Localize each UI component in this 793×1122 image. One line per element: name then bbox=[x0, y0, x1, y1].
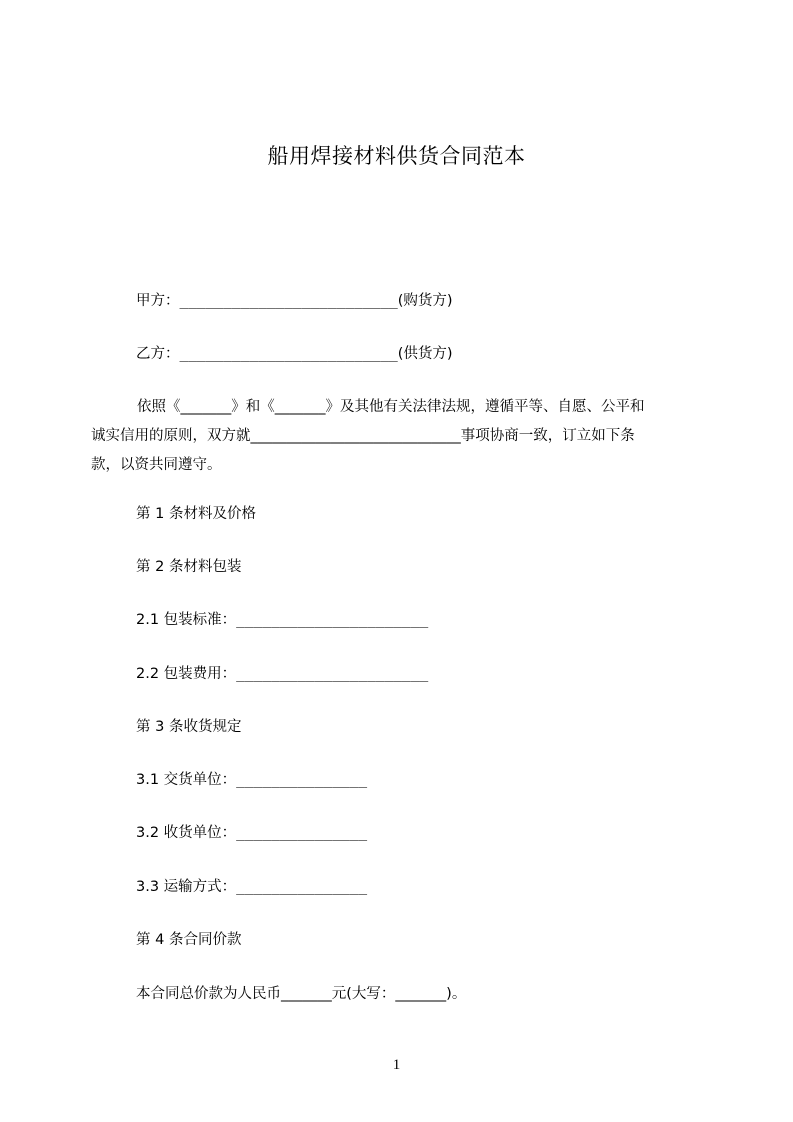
article-2-heading: 第 2 条材料包装 bbox=[136, 559, 242, 575]
item-3-2-line bbox=[136, 823, 367, 843]
intro-line-3: 款，以资共同遵守。 bbox=[91, 457, 222, 473]
item-3-3-label: 3.3 运输方式： bbox=[136, 879, 237, 895]
article-3-heading: 第 3 条收货规定 bbox=[136, 719, 242, 735]
item-2-1-label: 2.1 包装标准： bbox=[136, 612, 237, 628]
party-b-role: (供货方) bbox=[397, 346, 453, 362]
party-b-line bbox=[136, 344, 453, 364]
item-3-1-label: 3.1 交货单位： bbox=[136, 772, 237, 788]
item-3-1-line bbox=[136, 770, 367, 790]
item-2-2-label: 2.2 包装费用： bbox=[136, 666, 237, 682]
party-a-blank: _________________________ bbox=[179, 293, 398, 309]
intro-line-2: 诚实信用的原则，双方就_____________________________事项协商一致，订立如下条 bbox=[91, 428, 635, 444]
item-3-1-blank: _______________ bbox=[236, 772, 368, 788]
item-3-2-blank: _______________ bbox=[236, 825, 368, 841]
item-2-1-line bbox=[136, 610, 428, 630]
party-b-label: 乙方： bbox=[136, 346, 180, 362]
item-2-2-blank: ______________________ bbox=[236, 666, 429, 682]
item-2-2-line bbox=[136, 664, 428, 684]
item-3-3-line bbox=[136, 877, 367, 897]
party-a-line bbox=[136, 291, 453, 311]
page-number: 1 bbox=[392, 1057, 401, 1073]
party-b-blank: _________________________ bbox=[179, 346, 398, 362]
intro-paragraph bbox=[86, 393, 706, 480]
intro-line-1: 依照《_______》和《_______》及其他有关法律法规，遵循平等、自愿、公平和 bbox=[137, 399, 645, 415]
article-1-heading: 第 1 条材料及价格 bbox=[136, 506, 256, 522]
party-a-role: (购货方) bbox=[397, 293, 453, 309]
item-3-2-label: 3.2 收货单位： bbox=[136, 825, 237, 841]
price-line: 本合同总价款为人民币_______元(大写：_______)。 bbox=[136, 986, 467, 1002]
party-a-label: 甲方： bbox=[136, 293, 180, 309]
item-2-1-blank: ______________________ bbox=[236, 612, 429, 628]
document-title: 船用焊接材料供货合同范本 bbox=[267, 144, 526, 168]
article-4-heading: 第 4 条合同价款 bbox=[136, 932, 242, 948]
item-3-3-blank: _______________ bbox=[236, 879, 368, 895]
